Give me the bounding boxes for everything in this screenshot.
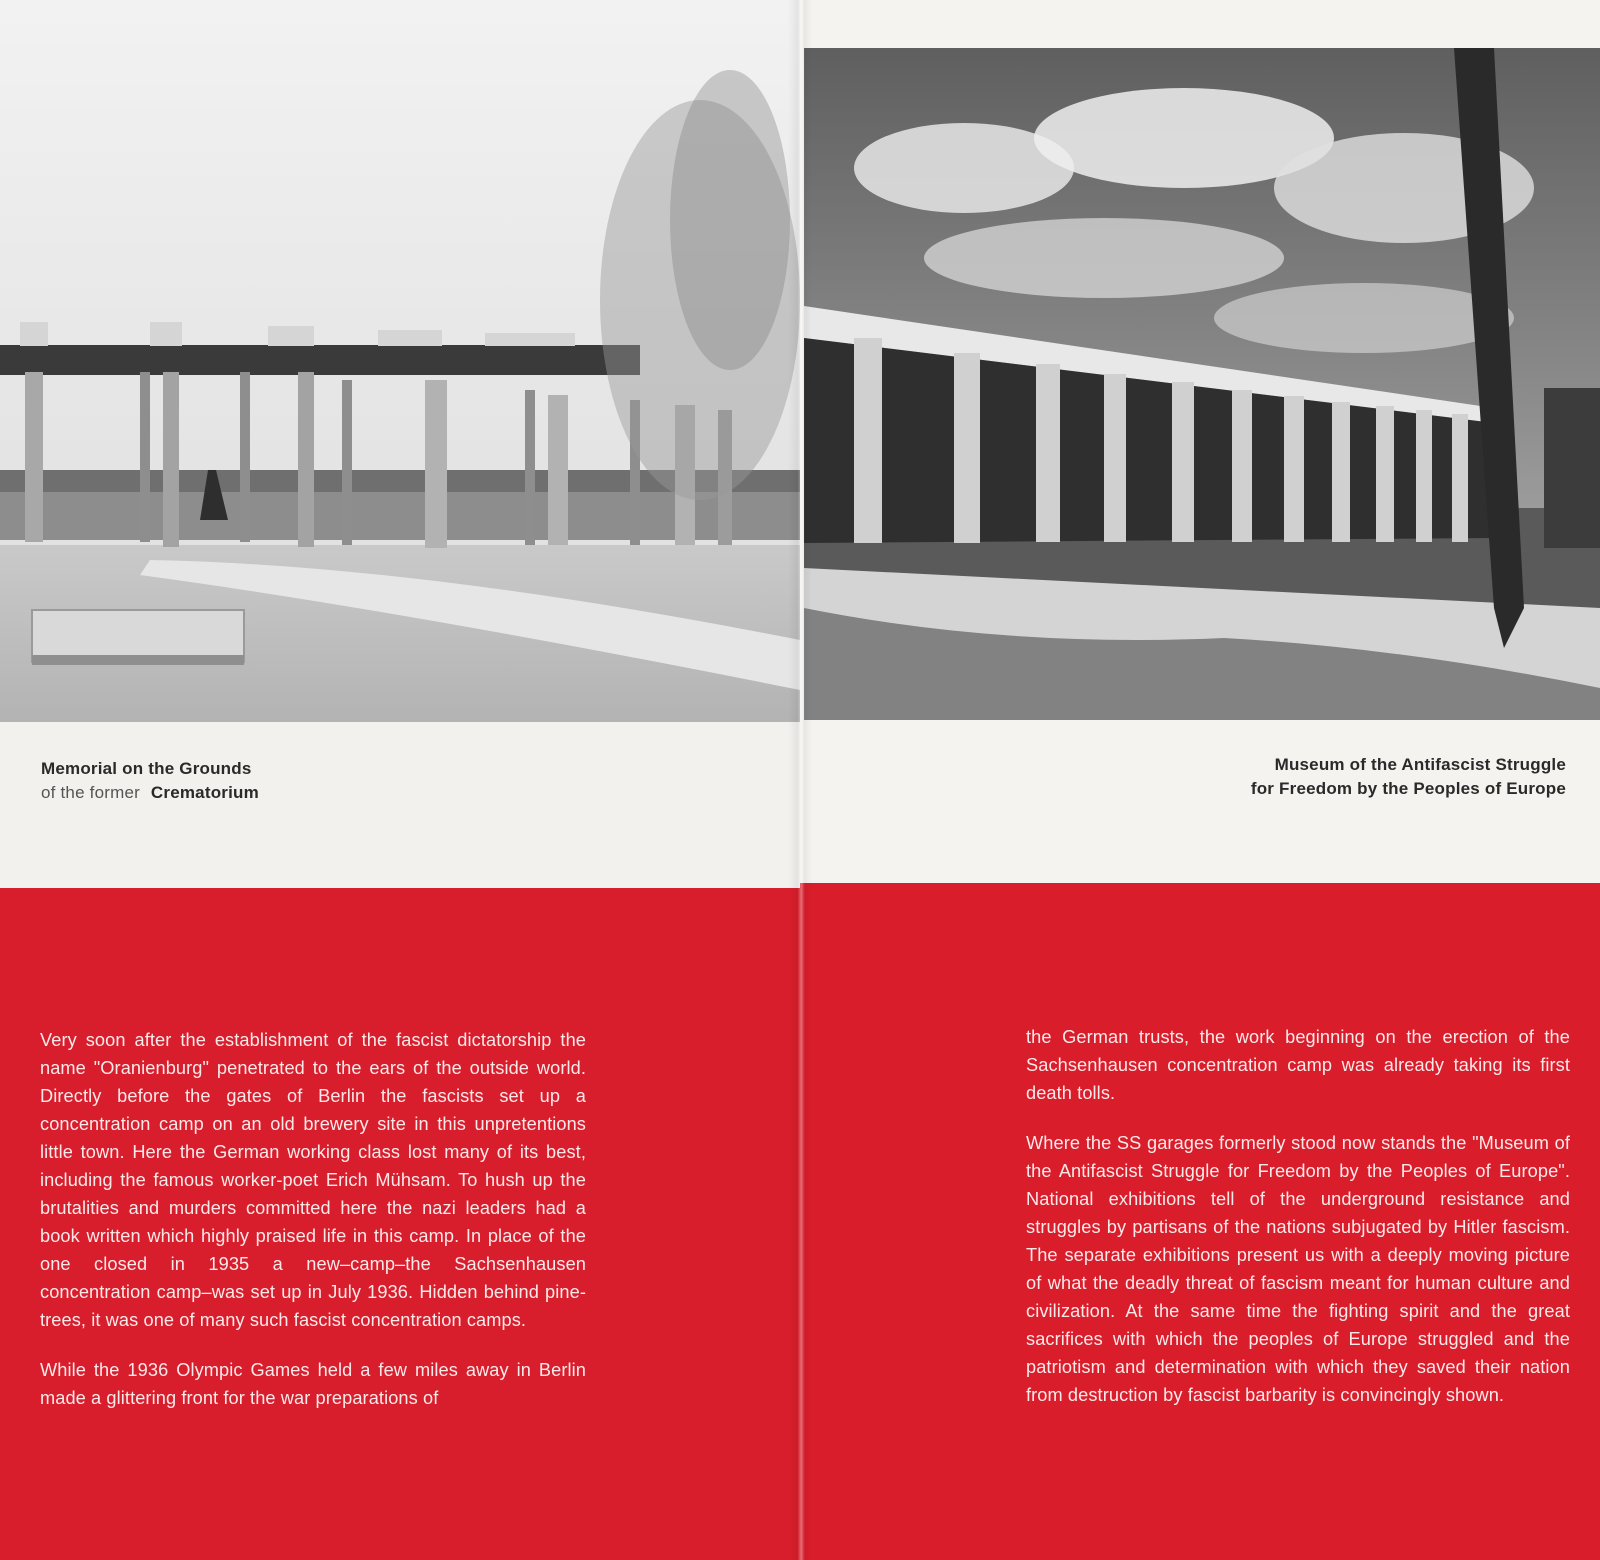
caption-line1: Memorial on the Grounds — [41, 759, 252, 778]
museum-photo-caption — [1251, 753, 1566, 801]
caption-line2: for Freedom by the Peoples of Europe — [1250, 779, 1566, 798]
left-body-text — [40, 1026, 586, 1434]
left-paragraph-1: Very soon after the establishment of the fascist dictatorship the name "Oranienburg" penetrated to the ears of the outside world. Directly before the gates of Berlin the fascists set up a concentration camp on an old brewery site in this unpretentions little town. Here the German working class lost many of its best, including the famous worker-poet Erich Mühsam. To hush up the brutalities and murders committed here the nazi leaders had a book written which highly praised life in this camp. In place of the one closed in 1935 a new–camp–the Sachsenhausen concentration camp–was set up in July 1936. Hidden behind pine-trees, it was one of many such fascist concentration camps. — [40, 1030, 586, 1330]
caption-line2-prefix: of the former — [41, 783, 140, 802]
right-paragraph-1: the German trusts, the work beginning on the erection of the Sachsenhausen concentration camp was already taking its first death tolls. — [1026, 1027, 1570, 1103]
memorial-photo-caption — [41, 757, 259, 805]
left-paragraph-2: While the 1936 Olympic Games held a few miles away in Berlin made a glittering front for the war preparations of — [40, 1360, 586, 1408]
right-page — [800, 0, 1600, 1560]
museum-building-photo — [804, 48, 1600, 720]
caption-line1: Museum of the Antifascist Struggle — [1274, 755, 1566, 774]
right-paragraph-2: Where the SS garages formerly stood now stands the "Museum of the Antifascist Struggle for Freedom by the Peoples of Europe". National exhibitions tell of the underground resistance and struggles by partisans of the nations subjugated by Hitler fascism. The separate exhibitions present us with a deeply moving picture of what the deadly threat of fascism meant for human culture and civilization. At the same time the fighting spirit and the great sacrifices with which the peoples of Europe struggled and the patriotism and determination with which they saved their nation from destruction by fascist barbarity is convincingly shown. — [1026, 1133, 1570, 1405]
right-body-text — [1026, 1023, 1570, 1431]
caption-line2-bold: Crematorium — [150, 783, 259, 802]
memorial-crematorium-photo — [0, 0, 800, 722]
